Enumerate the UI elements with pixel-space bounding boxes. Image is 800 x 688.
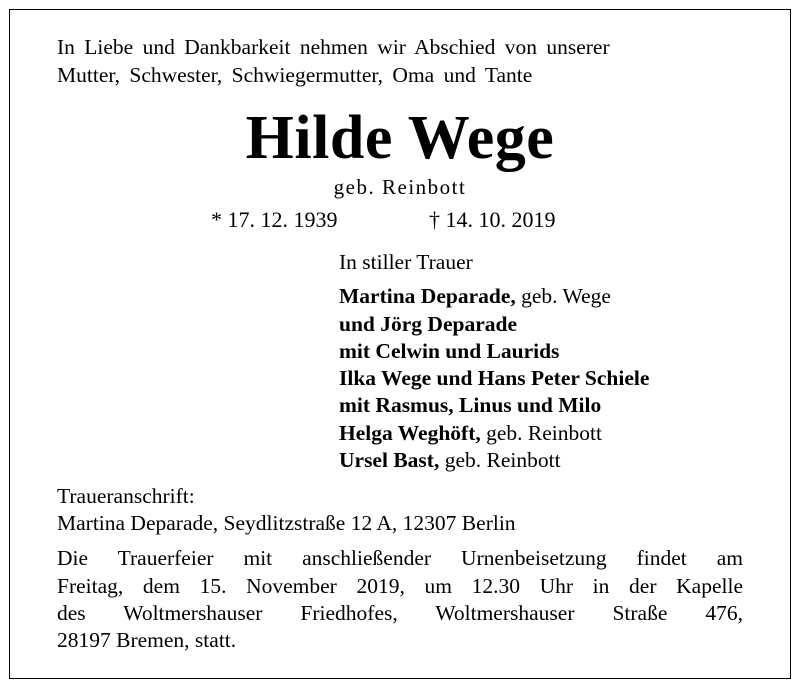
mourner-name: Ilka Wege und Hans Peter Schiele	[339, 366, 650, 390]
address-label: Traueranschrift:	[57, 484, 195, 508]
mourner-name: Ursel Bast,	[339, 448, 440, 472]
mourner-line	[339, 366, 649, 391]
ceremony-line-4: 28197 Bremen, statt.	[57, 628, 237, 652]
ceremony-line-2: Freitag, dem 15. November 2019, um 12.30 Uhr in der Kapelle	[57, 574, 743, 598]
mourner-line	[339, 393, 601, 418]
mourner-name: und Jörg Deparade	[339, 312, 517, 336]
ceremony-line-1: Die Trauerfeier mit anschließender Urnenbeisetzung findet am	[57, 546, 743, 570]
mourner-name: Martina Deparade,	[339, 284, 516, 308]
mourning-label: In stiller Trauer	[339, 250, 473, 274]
mourner-note: geb. Reinbott	[480, 421, 602, 445]
mourner-line	[339, 312, 517, 337]
mourner-note: geb. Wege	[515, 284, 611, 308]
birth-date: * 17. 12. 1939	[211, 207, 338, 232]
mourner-name: mit Celwin und Laurids	[339, 339, 560, 363]
intro-line-2: Mutter, Schwester, Schwiegermutter, Oma und Tante	[57, 63, 533, 87]
ceremony-line-3: des Woltmershauser Friedhofes, Woltmershauser Straße 476,	[57, 601, 743, 625]
death-date: † 14. 10. 2019	[429, 207, 556, 232]
mourner-line	[339, 339, 559, 364]
intro-line-1: In Liebe und Dankbarkeit nehmen wir Abschied von unserer	[57, 35, 610, 59]
mourner-name: mit Rasmus, Linus und Milo	[339, 393, 602, 417]
birth-name: geb. Reinbott	[333, 175, 467, 199]
mourner-line	[339, 421, 602, 446]
mourner-line	[339, 448, 561, 473]
deceased-name: Hilde Wege	[245, 104, 555, 172]
mourner-name: Helga Weghöft,	[339, 421, 481, 445]
mourner-line	[339, 284, 611, 309]
address: Martina Deparade, Seydlitzstraße 12 A, 12307 Berlin	[57, 511, 516, 535]
mourner-note: geb. Reinbott	[439, 448, 561, 472]
